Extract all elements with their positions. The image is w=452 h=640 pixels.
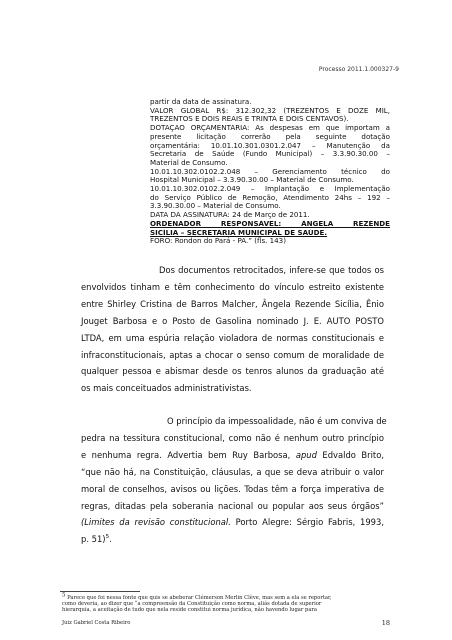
process-number: Processo 2011.1.000327-9 (318, 66, 399, 73)
footnote (62, 592, 392, 614)
text-segment: Porto Alegre: Sérgio Fabris, 1993, (230, 517, 385, 528)
footnote-divider (60, 591, 140, 592)
body-line: os mais conceituados administrativistas. (81, 383, 252, 394)
foro-line: FORO: Rondon do Pará - PA.” (fls. 143) (150, 237, 286, 246)
body-line: LTDA, em uma espúria relação violadora de normas constitucionais e (81, 332, 384, 343)
quote-line: do Serviço Público de Remoção, Atendimento 24hs – 192 – (150, 193, 390, 202)
text-segment: Parece que foi nessa fonte que quis se abeberar Clémerson Merlin Clève, mas sem a ela se reportar, (65, 595, 332, 601)
page-number: 18 (381, 619, 390, 627)
quote-line: Secretaria de Saúde (Fundo Municipal) – 3.3.90.30.00 – (150, 150, 390, 159)
quote-line: partir da data de assinatura. (150, 98, 252, 106)
quote-line: Hospital Municipal – 3.3.90.30.00 – Material de Consumo. (150, 176, 354, 185)
quote-line: 10.01.10.302.0102.2.048 – Gerenciamento técnico do (150, 167, 390, 176)
footnote-reference[interactable]: 5 (105, 534, 110, 541)
body-line: “que não há, na Constituição, cláusulas, a que se deva atribuir o valor (81, 466, 384, 477)
body-line: moral de conselhos, avisos ou lições. Todas têm a força imperativa de (81, 483, 384, 494)
paragraph-2 (81, 413, 387, 548)
quote-line: presente licitação correrão pela seguinte dotação (150, 132, 390, 141)
quote-line: 3.3.90.30.00 – Material de Consumo. (150, 202, 281, 211)
quote-line: DOTAÇÃO ORÇAMENTÁRIA: As despesas em que importam a (150, 124, 390, 133)
body-line (81, 531, 384, 548)
body-line: O princípio da impessoalidade, não é um conviva de (167, 416, 387, 426)
block-quote (150, 98, 390, 246)
body-line: pedra na tessitura constitucional, como não é nenhum outro princípio (81, 432, 384, 443)
body-line (81, 447, 384, 464)
text-segment: p. 51) (81, 534, 106, 545)
body-line: entre Shirley Cristina de Barros Malcher, Ângela Rezende Sicília, Ênio (81, 298, 384, 309)
paragraph-1 (81, 262, 384, 397)
quote-line: TREZENTOS E DOIS REAIS E TRINTA E DOIS CENTAVOS). (150, 115, 349, 124)
quote-line: 10.01.10.302.0102.2.049 – Implantação e Implementação (150, 185, 390, 194)
text-segment: e nenhuma regra. Advertia bem Ruy Barbosa, (81, 449, 296, 460)
footnote-line: hierarquia, a aceitação de tudo que nela reside constitui norma jurídica, não havendo lugar para (62, 607, 317, 614)
quote-line: VALOR GLOBAL R$: 312.302,32 (TREZENTOS E DOZE MIL, (150, 106, 390, 115)
body-line: envolvidos tinham e têm conhecimento do vínculo estreito existente (81, 281, 384, 292)
text-segment: Edvaldo Brito, (316, 449, 384, 460)
body-line: qualquer pessoa e abismar desde os tenros alunos da graduação até (81, 366, 384, 377)
quote-line: Material de Consumo. (150, 158, 228, 167)
page-footer (62, 620, 390, 626)
body-line: infraconstitucionais, aptas a chocar o senso comum de moralidade de (81, 349, 384, 360)
author-name: Juiz Gabriel Costa Ribeiro (62, 620, 131, 626)
body-line (81, 514, 384, 531)
footnote-marker: 5 (62, 592, 66, 599)
ordenador-line: SICÍLIA – SECRETÁRIA MUNICIPAL DE SAÚDE. (150, 228, 328, 237)
quote-line: orçamentária: 10.01.10.301.0301.2.047 – Manutenção da (150, 141, 390, 150)
text-segment: . (109, 534, 112, 545)
footnote-line: como deveria, ao dizer que “a compreensão da Constituição como norma, aliás dotada de superior (62, 601, 322, 608)
body-line: Jouget Barbosa e o Posto de Gasolina nominado J. E. AUTO POSTO (81, 315, 384, 326)
body-line: regras, ditadas pela soberania nacional ou popular aos seus órgãos” (81, 500, 384, 511)
italic-apud: apud (295, 449, 317, 460)
ordenador-line: ORDENADOR RESPONSÁVEL: ÂNGELA REZENDE (150, 219, 390, 228)
italic-book-title: (Limites da revisão constitucional. (81, 517, 231, 528)
quote-line: DATA DA ASSINATURA: 24 de Março de 2011. (150, 211, 310, 220)
body-line: Dos documentos retrocitados, infere-se que todos os (159, 265, 384, 275)
